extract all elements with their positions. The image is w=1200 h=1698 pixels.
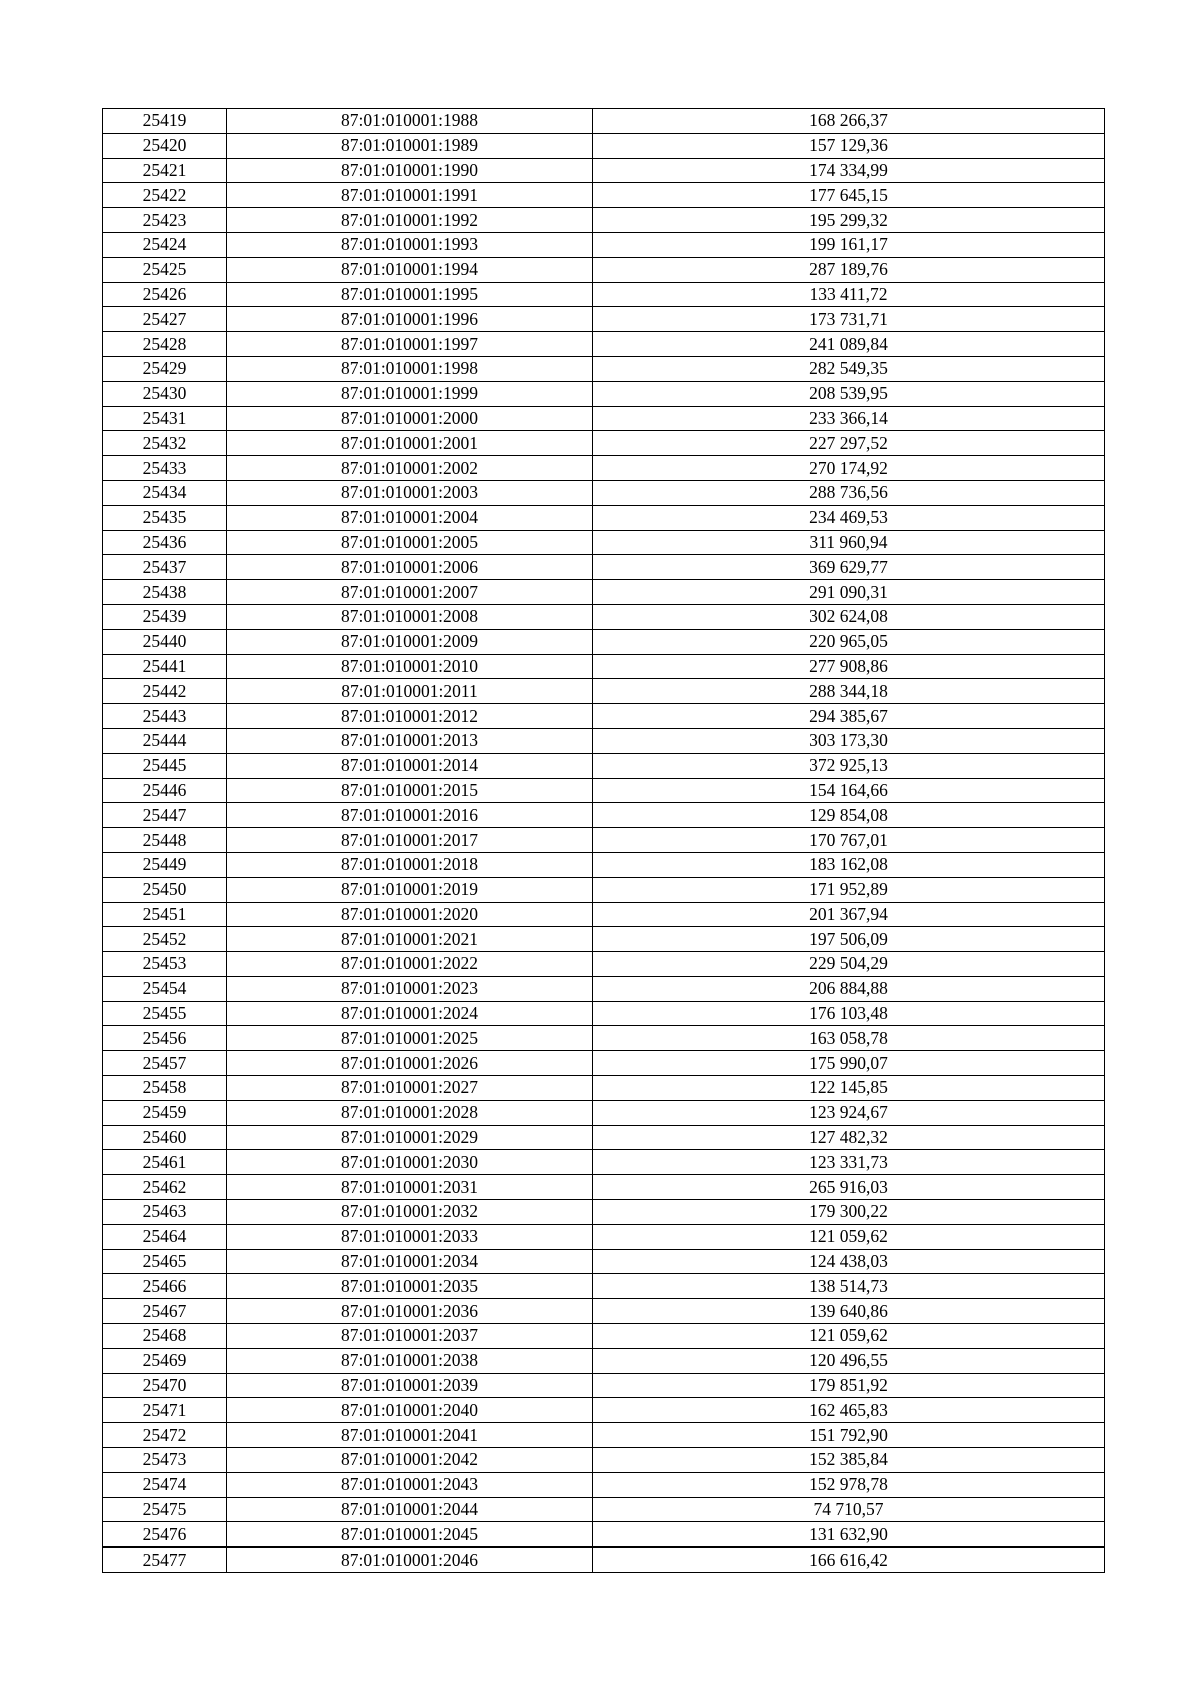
cadastral-number-cell: 87:01:010001:2033: [227, 1224, 593, 1249]
cadastral-value-cell: 199 161,17: [593, 232, 1105, 257]
table-row: [103, 1001, 1105, 1026]
cadastral-number-cell: 87:01:010001:2008: [227, 604, 593, 629]
cadastral-number-cell: 87:01:010001:2031: [227, 1175, 593, 1200]
cadastral-number-cell: 87:01:010001:2005: [227, 530, 593, 555]
table-row: [103, 580, 1105, 605]
cadastral-number-cell: 87:01:010001:1990: [227, 158, 593, 183]
cadastral-value-cell: 120 496,55: [593, 1348, 1105, 1373]
cadastral-value-cell: 173 731,71: [593, 307, 1105, 332]
cadastral-value-cell: 176 103,48: [593, 1001, 1105, 1026]
cadastral-value-cell: 369 629,77: [593, 555, 1105, 580]
table-row: [103, 803, 1105, 828]
cadastral-number-cell: 87:01:010001:1996: [227, 307, 593, 332]
cadastral-value-cell: 124 438,03: [593, 1249, 1105, 1274]
table-row: [103, 183, 1105, 208]
cadastral-value-cell: 121 059,62: [593, 1324, 1105, 1349]
table-row: [103, 604, 1105, 629]
cadastral-number-cell: 87:01:010001:2041: [227, 1423, 593, 1448]
cadastral-number-cell: 87:01:010001:1988: [227, 109, 593, 134]
table-row: [103, 480, 1105, 505]
cadastral-number-cell: 87:01:010001:2037: [227, 1324, 593, 1349]
cadastral-value-cell: 177 645,15: [593, 183, 1105, 208]
cadastral-value-cell: 171 952,89: [593, 877, 1105, 902]
cadastral-number-cell: 87:01:010001:2034: [227, 1249, 593, 1274]
cadastral-number-cell: 87:01:010001:1992: [227, 208, 593, 233]
row-number-cell: 25419: [103, 109, 227, 134]
cadastral-number-cell: 87:01:010001:2023: [227, 976, 593, 1001]
cadastral-number-cell: 87:01:010001:2038: [227, 1348, 593, 1373]
cadastral-value-cell: 122 145,85: [593, 1076, 1105, 1101]
cadastral-number-cell: 87:01:010001:1991: [227, 183, 593, 208]
cadastral-value-cell: 288 736,56: [593, 480, 1105, 505]
cadastral-value-cell: 372 925,13: [593, 753, 1105, 778]
cadastral-value-cell: 291 090,31: [593, 580, 1105, 605]
table-row: [103, 1200, 1105, 1225]
cadastral-number-cell: 87:01:010001:2022: [227, 952, 593, 977]
row-number-cell: 25458: [103, 1076, 227, 1101]
table-row: [103, 158, 1105, 183]
table-row: [103, 877, 1105, 902]
cadastral-value-cell: 270 174,92: [593, 456, 1105, 481]
cadastral-value-cell: 287 189,76: [593, 257, 1105, 282]
row-number-cell: 25452: [103, 927, 227, 952]
cadastral-value-cell: 127 482,32: [593, 1125, 1105, 1150]
row-number-cell: 25469: [103, 1348, 227, 1373]
row-number-cell: 25434: [103, 480, 227, 505]
cadastral-number-cell: 87:01:010001:2032: [227, 1200, 593, 1225]
table-row: [103, 778, 1105, 803]
cadastral-number-cell: 87:01:010001:2040: [227, 1398, 593, 1423]
row-number-cell: 25430: [103, 381, 227, 406]
cadastral-number-cell: 87:01:010001:2007: [227, 580, 593, 605]
cadastral-number-cell: 87:01:010001:2019: [227, 877, 593, 902]
row-number-cell: 25447: [103, 803, 227, 828]
table-row: [103, 1224, 1105, 1249]
table-row: [103, 1274, 1105, 1299]
cadastral-number-cell: 87:01:010001:2013: [227, 728, 593, 753]
row-number-cell: 25424: [103, 232, 227, 257]
row-number-cell: 25433: [103, 456, 227, 481]
table-row: [103, 1026, 1105, 1051]
table-row: [103, 1348, 1105, 1373]
table-row: [103, 381, 1105, 406]
cadastral-number-cell: 87:01:010001:2017: [227, 828, 593, 853]
cadastral-number-cell: 87:01:010001:2018: [227, 852, 593, 877]
table-row: [103, 1448, 1105, 1473]
row-number-cell: 25441: [103, 654, 227, 679]
row-number-cell: 25474: [103, 1472, 227, 1497]
row-number-cell: 25454: [103, 976, 227, 1001]
cadastral-value-cell: 175 990,07: [593, 1051, 1105, 1076]
row-number-cell: 25437: [103, 555, 227, 580]
table-row: [103, 232, 1105, 257]
cadastral-number-cell: 87:01:010001:2021: [227, 927, 593, 952]
row-number-cell: 25432: [103, 431, 227, 456]
table-row: [103, 976, 1105, 1001]
row-number-cell: 25431: [103, 406, 227, 431]
row-number-cell: 25455: [103, 1001, 227, 1026]
cadastral-value-cell: 123 924,67: [593, 1100, 1105, 1125]
table-row: [103, 332, 1105, 357]
cadastral-number-cell: 87:01:010001:2028: [227, 1100, 593, 1125]
row-number-cell: 25439: [103, 604, 227, 629]
table-row: [103, 852, 1105, 877]
row-number-cell: 25425: [103, 257, 227, 282]
table-body: [103, 109, 1105, 1573]
cadastral-value-cell: 139 640,86: [593, 1299, 1105, 1324]
cadastral-value-cell: 229 504,29: [593, 952, 1105, 977]
row-number-cell: 25459: [103, 1100, 227, 1125]
table-row: [103, 927, 1105, 952]
row-number-cell: 25420: [103, 133, 227, 158]
cadastral-value-cell: 131 632,90: [593, 1522, 1105, 1547]
table-row: [103, 828, 1105, 853]
cadastral-value-cell: 168 266,37: [593, 109, 1105, 134]
row-number-cell: 25461: [103, 1150, 227, 1175]
row-number-cell: 25445: [103, 753, 227, 778]
row-number-cell: 25448: [103, 828, 227, 853]
row-number-cell: 25443: [103, 704, 227, 729]
cadastral-number-cell: 87:01:010001:2012: [227, 704, 593, 729]
row-number-cell: 25446: [103, 778, 227, 803]
row-number-cell: 25460: [103, 1125, 227, 1150]
table-row: [103, 1522, 1105, 1547]
table-row: [103, 1076, 1105, 1101]
cadastral-value-cell: 163 058,78: [593, 1026, 1105, 1051]
cadastral-value-cell: 197 506,09: [593, 927, 1105, 952]
cadastral-number-cell: 87:01:010001:2043: [227, 1472, 593, 1497]
cadastral-number-cell: 87:01:010001:2042: [227, 1448, 593, 1473]
table-row: [103, 1299, 1105, 1324]
cadastral-number-cell: 87:01:010001:1989: [227, 133, 593, 158]
row-number-cell: 25423: [103, 208, 227, 233]
table-row: [103, 753, 1105, 778]
table-row: [103, 654, 1105, 679]
cadastral-value-cell: 151 792,90: [593, 1423, 1105, 1448]
cadastral-value-cell: 157 129,36: [593, 133, 1105, 158]
row-number-cell: 25440: [103, 629, 227, 654]
cadastral-value-cell: 201 367,94: [593, 902, 1105, 927]
cadastral-value-cell: 233 366,14: [593, 406, 1105, 431]
cadastral-number-cell: 87:01:010001:1993: [227, 232, 593, 257]
cadastral-value-cell: 302 624,08: [593, 604, 1105, 629]
cadastral-number-cell: 87:01:010001:2016: [227, 803, 593, 828]
cadastral-number-cell: 87:01:010001:2010: [227, 654, 593, 679]
row-number-cell: 25466: [103, 1274, 227, 1299]
cadastral-value-cell: 195 299,32: [593, 208, 1105, 233]
cadastral-value-cell: 288 344,18: [593, 679, 1105, 704]
cadastral-value-cell: 179 300,22: [593, 1200, 1105, 1225]
cadastral-number-cell: 87:01:010001:2044: [227, 1497, 593, 1522]
cadastral-number-cell: 87:01:010001:2035: [227, 1274, 593, 1299]
row-number-cell: 25438: [103, 580, 227, 605]
cadastral-value-cell: 133 411,72: [593, 282, 1105, 307]
table-row: [103, 431, 1105, 456]
cadastral-value-cell: 174 334,99: [593, 158, 1105, 183]
row-number-cell: 25421: [103, 158, 227, 183]
table-row: [103, 555, 1105, 580]
table-row: [103, 109, 1105, 134]
cadastral-value-cell: 208 539,95: [593, 381, 1105, 406]
table-row: [103, 1150, 1105, 1175]
cadastral-value-cell: 74 710,57: [593, 1497, 1105, 1522]
cadastral-value-cell: 129 854,08: [593, 803, 1105, 828]
table-row: [103, 356, 1105, 381]
cadastral-value-cell: 152 385,84: [593, 1448, 1105, 1473]
table-row: [103, 257, 1105, 282]
cadastral-number-cell: 87:01:010001:2027: [227, 1076, 593, 1101]
cadastral-number-cell: 87:01:010001:2025: [227, 1026, 593, 1051]
table-row: [103, 1472, 1105, 1497]
cadastral-number-cell: 87:01:010001:1995: [227, 282, 593, 307]
table-row: [103, 505, 1105, 530]
row-number-cell: 25470: [103, 1373, 227, 1398]
cadastral-number-cell: 87:01:010001:2004: [227, 505, 593, 530]
cadastral-number-cell: 87:01:010001:2024: [227, 1001, 593, 1026]
cadastral-value-cell: 294 385,67: [593, 704, 1105, 729]
table-row: [103, 133, 1105, 158]
cadastral-number-cell: 87:01:010001:2006: [227, 555, 593, 580]
table-row: [103, 1547, 1105, 1572]
cadastral-value-cell: 166 616,42: [593, 1547, 1105, 1572]
table-row: [103, 902, 1105, 927]
table-row: [103, 307, 1105, 332]
cadastral-value-cell: 265 916,03: [593, 1175, 1105, 1200]
row-number-cell: 25426: [103, 282, 227, 307]
table-row: [103, 208, 1105, 233]
cadastral-number-cell: 87:01:010001:1997: [227, 332, 593, 357]
row-number-cell: 25427: [103, 307, 227, 332]
row-number-cell: 25473: [103, 1448, 227, 1473]
cadastral-number-cell: 87:01:010001:2002: [227, 456, 593, 481]
cadastral-number-cell: 87:01:010001:2001: [227, 431, 593, 456]
row-number-cell: 25444: [103, 728, 227, 753]
cadastral-number-cell: 87:01:010001:1999: [227, 381, 593, 406]
cadastral-number-cell: 87:01:010001:2026: [227, 1051, 593, 1076]
table-row: [103, 282, 1105, 307]
cadastral-number-cell: 87:01:010001:2015: [227, 778, 593, 803]
table-row: [103, 1100, 1105, 1125]
row-number-cell: 25442: [103, 679, 227, 704]
row-number-cell: 25429: [103, 356, 227, 381]
cadastral-value-table: [102, 108, 1105, 1573]
row-number-cell: 25436: [103, 530, 227, 555]
row-number-cell: 25472: [103, 1423, 227, 1448]
table-row: [103, 1175, 1105, 1200]
cadastral-value-cell: 121 059,62: [593, 1224, 1105, 1249]
cadastral-number-cell: 87:01:010001:2029: [227, 1125, 593, 1150]
table-row: [103, 1125, 1105, 1150]
cadastral-value-cell: 123 331,73: [593, 1150, 1105, 1175]
table-row: [103, 704, 1105, 729]
row-number-cell: 25467: [103, 1299, 227, 1324]
table-row: [103, 629, 1105, 654]
row-number-cell: 25475: [103, 1497, 227, 1522]
table-row: [103, 406, 1105, 431]
cadastral-number-cell: 87:01:010001:2020: [227, 902, 593, 927]
row-number-cell: 25476: [103, 1522, 227, 1547]
table-row: [103, 1423, 1105, 1448]
table-row: [103, 728, 1105, 753]
table-row: [103, 1373, 1105, 1398]
row-number-cell: 25453: [103, 952, 227, 977]
row-number-cell: 25450: [103, 877, 227, 902]
table-row: [103, 1051, 1105, 1076]
row-number-cell: 25457: [103, 1051, 227, 1076]
row-number-cell: 25464: [103, 1224, 227, 1249]
table-row: [103, 1249, 1105, 1274]
cadastral-number-cell: 87:01:010001:2009: [227, 629, 593, 654]
row-number-cell: 25428: [103, 332, 227, 357]
cadastral-value-cell: 227 297,52: [593, 431, 1105, 456]
row-number-cell: 25462: [103, 1175, 227, 1200]
cadastral-value-cell: 282 549,35: [593, 356, 1105, 381]
row-number-cell: 25435: [103, 505, 227, 530]
table-row: [103, 952, 1105, 977]
row-number-cell: 25422: [103, 183, 227, 208]
table-row: [103, 456, 1105, 481]
cadastral-value-cell: 220 965,05: [593, 629, 1105, 654]
cadastral-number-cell: 87:01:010001:2003: [227, 480, 593, 505]
cadastral-number-cell: 87:01:010001:2000: [227, 406, 593, 431]
cadastral-value-cell: 241 089,84: [593, 332, 1105, 357]
cadastral-number-cell: 87:01:010001:1994: [227, 257, 593, 282]
cadastral-value-cell: 152 978,78: [593, 1472, 1105, 1497]
table-row: [103, 1398, 1105, 1423]
cadastral-value-cell: 179 851,92: [593, 1373, 1105, 1398]
row-number-cell: 25477: [103, 1547, 227, 1572]
cadastral-value-cell: 170 767,01: [593, 828, 1105, 853]
cadastral-number-cell: 87:01:010001:1998: [227, 356, 593, 381]
table-row: [103, 530, 1105, 555]
cadastral-value-cell: 183 162,08: [593, 852, 1105, 877]
cadastral-number-cell: 87:01:010001:2045: [227, 1522, 593, 1547]
cadastral-value-cell: 138 514,73: [593, 1274, 1105, 1299]
cadastral-value-cell: 234 469,53: [593, 505, 1105, 530]
cadastral-value-cell: 206 884,88: [593, 976, 1105, 1001]
cadastral-number-cell: 87:01:010001:2036: [227, 1299, 593, 1324]
cadastral-number-cell: 87:01:010001:2039: [227, 1373, 593, 1398]
row-number-cell: 25471: [103, 1398, 227, 1423]
row-number-cell: 25449: [103, 852, 227, 877]
cadastral-value-cell: 277 908,86: [593, 654, 1105, 679]
cadastral-value-cell: 154 164,66: [593, 778, 1105, 803]
cadastral-number-cell: 87:01:010001:2011: [227, 679, 593, 704]
cadastral-number-cell: 87:01:010001:2030: [227, 1150, 593, 1175]
row-number-cell: 25465: [103, 1249, 227, 1274]
row-number-cell: 25456: [103, 1026, 227, 1051]
table-row: [103, 679, 1105, 704]
row-number-cell: 25451: [103, 902, 227, 927]
row-number-cell: 25468: [103, 1324, 227, 1349]
table-row: [103, 1324, 1105, 1349]
cadastral-value-cell: 162 465,83: [593, 1398, 1105, 1423]
cadastral-value-cell: 311 960,94: [593, 530, 1105, 555]
row-number-cell: 25463: [103, 1200, 227, 1225]
cadastral-number-cell: 87:01:010001:2046: [227, 1547, 593, 1572]
table-row: [103, 1497, 1105, 1522]
cadastral-number-cell: 87:01:010001:2014: [227, 753, 593, 778]
cadastral-value-cell: 303 173,30: [593, 728, 1105, 753]
